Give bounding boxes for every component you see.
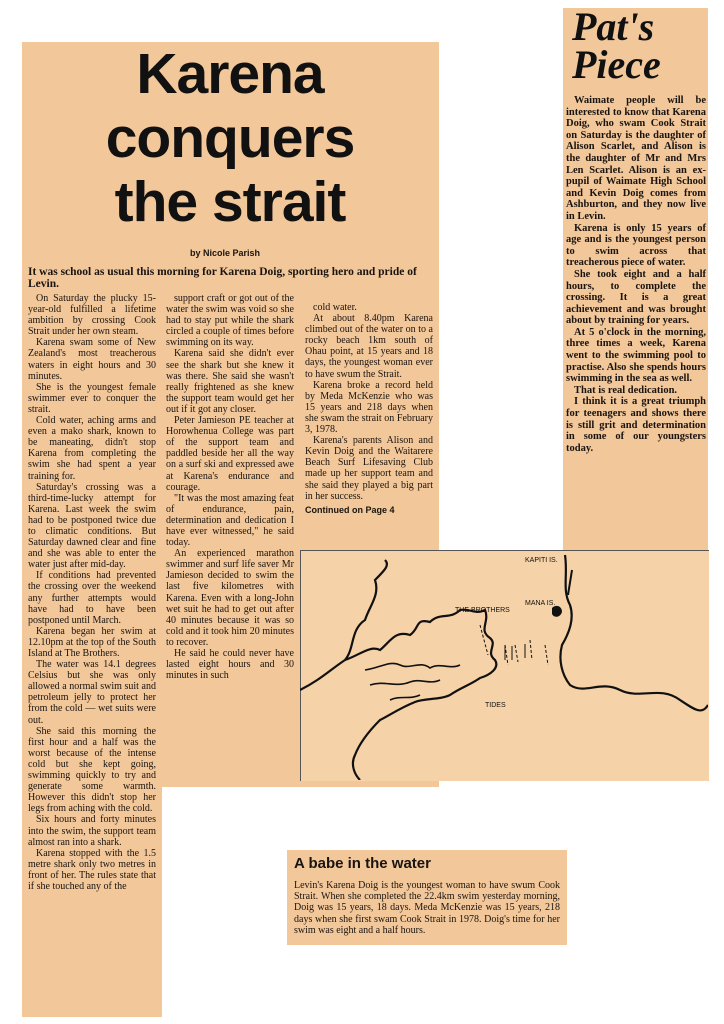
pats-piece-title-line-1: Pat's <box>572 4 655 49</box>
cook-strait-map <box>300 550 708 780</box>
paragraph: cold water. <box>313 302 357 313</box>
paragraph: At about 8.40pm Karena climbed out of the water on to a rocky beach 1km south of Ohau point, at 15 years and 18 days, the youngest woman ever to have swum the Strait. <box>305 313 433 380</box>
paragraph: Karena's parents Alison and Kevin Doig and the Waitarere Beach Surf Lifesaving Club made up her support team and she said they played a big part in her success. <box>305 435 433 502</box>
paragraph: Karena swam some of New Zealand's most treacherous waters in eight hours and 30 minutes. <box>28 337 156 382</box>
map-label-brothers: THE BROTHERS <box>455 607 510 614</box>
paragraph: At 5 o'clock in the morning, three times a week, Karena went to the swimming pool to practise. Also she spends hours swimming in the sea as well. <box>566 326 706 385</box>
map-label-tides: TIDES <box>485 702 506 709</box>
paragraph: Six hours and forty minutes into the swim, the support team almost ran into a shark. <box>28 814 156 848</box>
paragraph: Saturday's crossing was a third-time-lucky attempt for Karena. Last week the swim had to be postponed twice due to climatic conditions. But Saturday dawned clear and fine and she was able to enter the water just after mid-day. <box>28 481 156 571</box>
continued-note: Continued on Page 4 <box>305 504 395 515</box>
paragraph: Cold water, aching arms and even a mako shark, known to be maneating, didn't stop Karena from completing the swim she had spent a year training for. <box>28 415 156 482</box>
pats-piece-column <box>566 95 706 454</box>
pats-piece-title-line-2: Piece <box>572 42 661 87</box>
paragraph: That is real dedication. <box>574 384 678 396</box>
paragraph: An experienced marathon swimmer and surf life saver Mr Jamieson decided to swim the last five kilometres with Karena. Even with a long-John wet suit he had to get out after 40 minutes because it was so cold and it took him 20 minutes to recover. <box>166 548 294 648</box>
paragraph: If conditions had prevented the crossing over the weekend any further attempts would have had to have been postponed until March. <box>28 570 156 626</box>
mana-island <box>552 606 562 617</box>
paragraph: He said he could never have lasted eight hours and 30 minutes in such <box>166 648 294 682</box>
headline-line-2: conquers <box>105 106 355 170</box>
paragraph: Karena began her swim at 12.10pm at the top of the South Island at The Brothers. <box>28 625 156 659</box>
north-island-coast <box>560 555 708 710</box>
article-column-1 <box>28 293 156 892</box>
paragraph: Karena is only 15 years of age and is the youngest person to swim across that treacherous piece of water. <box>566 222 706 269</box>
paragraph: Karena stopped with the 1.5 metre shark only two metres in front of her. The rules state that if she touched any of the <box>28 847 156 892</box>
kapiti-island <box>568 570 572 595</box>
paragraph: Karena broke a record held by Meda McKenzie who was 15 years and 218 days when she swam the strait on February 3, 1978. <box>305 379 433 436</box>
intro-paragraph: It was school as usual this morning for Karena Doig, sporting hero and pride of Levin. <box>28 266 417 290</box>
sounds-coastline <box>365 663 460 700</box>
paragraph: "It was the most amazing feat of endurance, pain, determination and dedication I have ever witnessed," he said today. <box>166 492 294 549</box>
paragraph: The water was 14.1 degrees Celsius but she was only allowed a normal swim suit and petroleum jelly to protect her from the cold — wet suits were out. <box>28 659 156 726</box>
paragraph: She took eight and a half hours, to complete the crossing. It is a great achievement and was brought about by training for years. <box>566 268 706 327</box>
byline: by Nicole Parish <box>190 248 261 258</box>
headline-line-1: Karena <box>136 42 324 106</box>
swim-route <box>480 625 548 665</box>
babe-text: Levin's Karena Doig is the youngest woman to have swum Cook Strait. When she completed the 22.4km swim yesterday morning, Doig was 15 years, 18 days. Meda McKenzie was 15 years, 218 days when she first swam Cook Strait in 1978. Doig's time for her swim was eight and a half hours. <box>294 880 560 936</box>
paragraph: On Saturday the plucky 15-year-old fulfilled a lifetime ambition by crossing Cook Strait under her own steam. <box>28 293 156 338</box>
headline <box>40 42 420 234</box>
article-column-2 <box>166 293 294 681</box>
south-island-coast <box>300 560 496 780</box>
pats-piece-title <box>572 4 661 87</box>
paragraph: She is the youngest female swimmer ever to conquer the strait. <box>28 381 156 415</box>
paragraph: Karena said she didn't ever see the shark but she knew it was there. She said she wasn't really frightened as she knew the support team would get her out if it got any closer. <box>166 348 294 415</box>
paragraph: Waimate people will be interested to know that Karena Doig, who swam Cook Strait on Saturday is the daughter of Alison Scarlet, and Alison is the daughter of Mr and Mrs Len Scarlet. Alison is an ex-pupil of Waimate High School and Kevin Doig comes from Ashburton, and they now live in Levin. <box>566 95 706 222</box>
map-label-kapiti: KAPITI IS. <box>525 557 558 564</box>
paragraph: She said this morning the first hour and a half was the worst because of the intense cold but she kept going, swimming quickly to try and generate some warmth. However this didn't stop her legs from aching with the cold. <box>28 725 156 815</box>
paragraph: I think it is a great triumph for teenagers and shows there is still grit and determination in some of our youngsters today. <box>566 396 706 454</box>
paragraph: support craft or got out of the water the swim was void so she had to stay put while the shark circled a couple of times before swimming on its way. <box>166 293 294 349</box>
headline-line-3: the strait <box>114 170 346 234</box>
article-column-3 <box>305 302 433 516</box>
babe-title: A babe in the water <box>294 855 431 872</box>
map-label-mana: MANA IS. <box>525 600 556 607</box>
paragraph: Peter Jamieson PE teacher at Horowhenua College was part of the support team and paddled beside her all the way on a surf ski and expressed awe at Karena's endurance and courage. <box>166 415 294 493</box>
